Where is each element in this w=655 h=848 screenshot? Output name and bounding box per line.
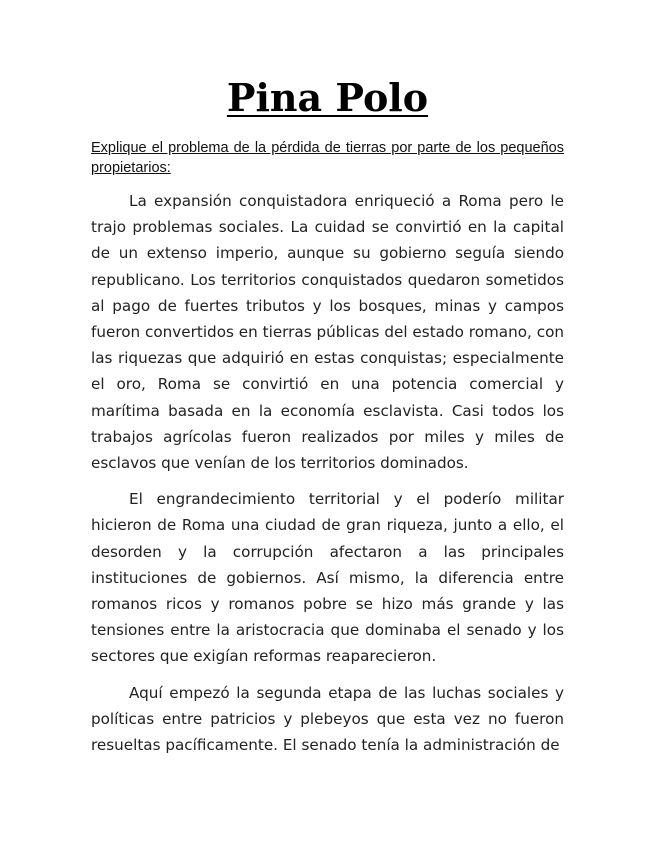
question-heading: Explique el problema de la pérdida de tierras por parte de los pequeños propietarios:	[91, 140, 564, 176]
paragraph-3: Aquí empezó la segunda etapa de las luchas sociales y políticas entre patricios y plebeyos que esta vez no fueron resueltas pacíficamente. El senado tenía la administración de	[91, 683, 564, 755]
paragraph-1: La expansión conquistadora enriqueció a Roma pero le trajo problemas sociales. La cuidad se convirtió en la capital de un extenso imperio, aunque su gobierno seguía siendo republicano. Los territorios conquistados quedaron sometidos al pago de fuertes tributos y los bosques, minas y campos fueron convertidos en tierras públicas del estado romano, con las riquezas que adquirió en estas conquistas; especialmente el oro, Roma se convirtió en una potencia comercial y marítima basada en la economía esclavista. Casi todos los trabajos agrícolas fueron realizados por miles y miles de esclavos que venían de los territorios dominados.	[91, 192, 564, 473]
page-title: Pina Polo	[226, 75, 429, 120]
paragraph-2: El engrandecimiento territorial y el poderío militar hicieron de Roma una ciudad de gran riqueza, junto a ello, el desorden y la corrupción afectaron a las principales instituciones de gobiernos. Así mismo, la diferencia entre romanos ricos y romanos pobre se hizo más grande y las tensiones entre la aristocracia que dominaba el senado y los sectores que exigían reformas reaparecieron.	[91, 490, 564, 666]
document-page	[91, 0, 564, 758]
